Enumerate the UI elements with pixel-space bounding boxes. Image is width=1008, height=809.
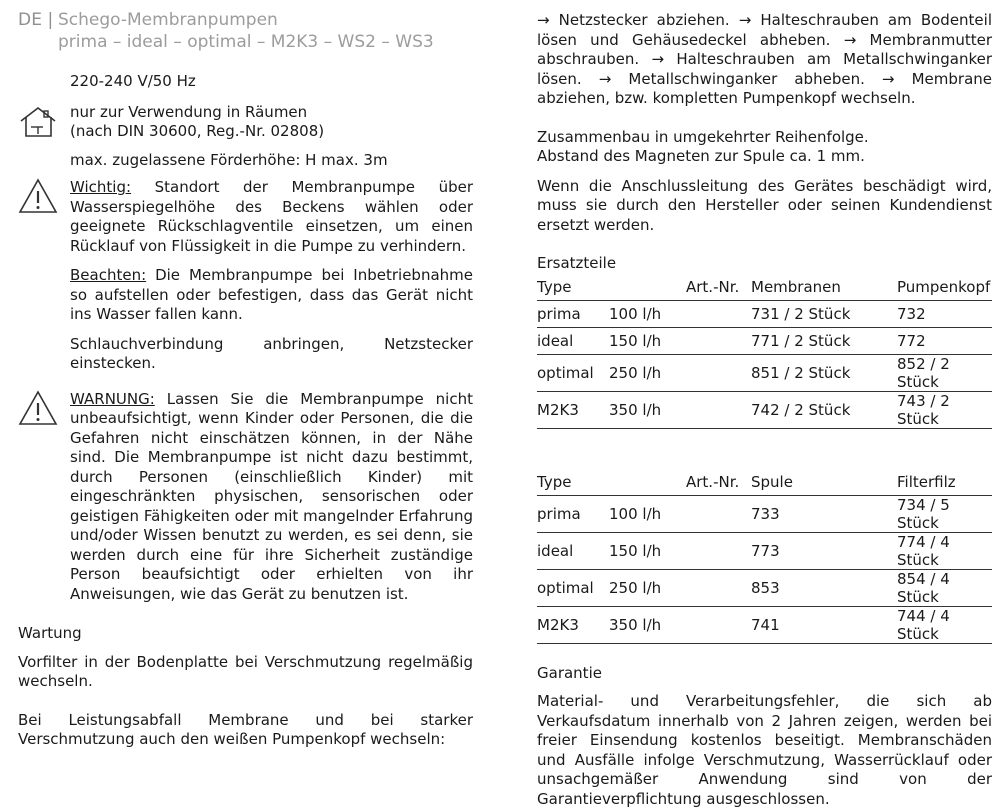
table-cell [686, 300, 751, 327]
page-header [18, 8, 473, 56]
table-cell: M2K3 [537, 606, 609, 643]
parts-table-coils [537, 469, 992, 644]
voltage-text: 220-240 V/50 Hz [70, 72, 196, 90]
table-cell: 731 / 2 Stück [751, 300, 897, 327]
table-cell: ideal [537, 532, 609, 569]
table-cell: 744 / 4 Stück [897, 606, 992, 643]
language-tag: DE | [18, 10, 54, 30]
head-max-row [18, 151, 473, 171]
table-cell [686, 391, 751, 428]
warning-triangle-icon [18, 178, 58, 218]
table-cell: 150 l/h [609, 327, 686, 354]
right-column [537, 8, 992, 809]
table-row [537, 495, 992, 532]
table-cell [686, 569, 751, 606]
table-row [537, 300, 992, 327]
column-header: Filterfilz [897, 469, 992, 496]
table-cell: prima [537, 495, 609, 532]
house-indoor-icon [18, 105, 58, 143]
table-cell: prima [537, 300, 609, 327]
column-header: Art.-Nr. [686, 274, 751, 301]
column-header: Spule [751, 469, 897, 496]
table-cell: 854 / 4 Stück [897, 569, 992, 606]
wichtig-paragraph [70, 178, 473, 256]
table-cell: 853 [751, 569, 897, 606]
assembly-line-1: Zusammenbau in umgekehrter Reihenfolge. [537, 127, 869, 146]
table-row [537, 606, 992, 643]
table-cell: 851 / 2 Stück [751, 354, 897, 391]
table-cell: M2K3 [537, 391, 609, 428]
table-row [537, 532, 992, 569]
table-cell: 100 l/h [609, 495, 686, 532]
column-header: Type [537, 274, 609, 301]
left-column [18, 8, 473, 750]
table-cell: 774 / 4 Stück [897, 532, 992, 569]
table-cell: 733 [751, 495, 897, 532]
garantie-text: Material- und Verarbeitungsfehler, die sich ab Verkaufsdatum innerhalb von 2 Jahren zeigen, werden bei freier Einsendung kostenlos beseitigt. Membranschäden und Ausfälle infolge Verschmutzung, Wasserrücklauf oder unsachgemäßer Anwendung sind von der Garantieverpflichtung ausgeschlossen. [537, 692, 992, 808]
wichtig-row [18, 178, 473, 256]
column-header: Membranen [751, 274, 897, 301]
hose-text: Schlauchverbindung anbringen, Netzstecker einstecken. [70, 334, 473, 372]
ersatzteile-heading: Ersatzteile [537, 254, 617, 272]
table-cell: optimal [537, 569, 609, 606]
product-title: Schego-Membranpumpen [58, 10, 278, 30]
table-cell: 773 [751, 532, 897, 569]
garantie-heading: Garantie [537, 663, 602, 682]
table-cell: 741 [751, 606, 897, 643]
table-header-row [537, 274, 992, 301]
column-header: Pumpenkopf [897, 274, 992, 301]
table-row [537, 391, 992, 428]
table-row [537, 569, 992, 606]
table-cell [686, 532, 751, 569]
wartung-paragraph-2: Bei Leistungsabfall Membrane und bei starker Verschmutzung auch den weißen Pumpenkopf wechseln: [18, 710, 473, 748]
warning-triangle-icon [18, 390, 58, 430]
warnung-paragraph [70, 390, 473, 605]
table-cell: 350 l/h [609, 391, 686, 428]
parts-table-membranes [537, 274, 992, 429]
hose-row [18, 335, 473, 374]
warnung-row [18, 390, 473, 605]
wartung-paragraph-1: Vorfilter in der Bodenplatte bei Verschmutzung regelmäßig wechseln. [18, 652, 473, 690]
table-cell: 250 l/h [609, 569, 686, 606]
table-cell: 732 [897, 300, 992, 327]
table-cell: optimal [537, 354, 609, 391]
table-cell [686, 327, 751, 354]
table-cell: 350 l/h [609, 606, 686, 643]
column-header [609, 469, 686, 496]
table-cell: 734 / 5 Stück [897, 495, 992, 532]
wichtig-label: Wichtig: [70, 178, 132, 196]
warnung-label: WARNUNG: [70, 389, 155, 408]
beachten-text: Die Membranpumpe bei Inbetriebnahme so aufstellen oder befestigen, dass das Gerät nicht ins Wasser fallen kann. [70, 266, 473, 323]
indoor-row [18, 103, 473, 143]
wartung-heading: Wartung [18, 624, 82, 642]
disassembly-steps: → Netzstecker abziehen. → Halteschrauben am Bodenteil lösen und Gehäusedeckel abheben. → Membranmutter abschrauben. → Halteschrauben am Metallschwinganker lösen. → Metallschwinganker abheben. → Membrane abziehen, bzw. kompletten Pumpenkopf wechseln. [537, 11, 992, 107]
indoor-line-2: (nach DIN 30600, Reg.-Nr. 02808) [70, 122, 325, 140]
table-cell: 771 / 2 Stück [751, 327, 897, 354]
table-cell: 100 l/h [609, 300, 686, 327]
table-cell: 743 / 2 Stück [897, 391, 992, 428]
table-cell [686, 495, 751, 532]
table-header-row [537, 469, 992, 496]
assembly-line-2: Abstand des Magneten zur Spule ca. 1 mm. [537, 147, 865, 165]
table-cell [686, 606, 751, 643]
table-cell [686, 354, 751, 391]
table-row [537, 354, 992, 391]
table-cell: 150 l/h [609, 532, 686, 569]
wichtig-text: Standort der Membranpumpe über Wasserspiegelhöhe des Beckens wählen oder geeignete Rückschlagventile einsetzen, um einen Rücklauf von Flüssigkeit in die Pumpe zu verhindern. [70, 178, 473, 255]
model-list: prima – ideal – optimal – M2K3 – WS2 – WS3 [58, 32, 434, 52]
table-cell: 250 l/h [609, 354, 686, 391]
beachten-paragraph [70, 266, 473, 325]
table-cell: 852 / 2 Stück [897, 354, 992, 391]
beachten-row [18, 266, 473, 325]
beachten-label: Beachten: [70, 266, 147, 284]
head-max-text: max. zugelassene Förderhöhe: H max. 3m [70, 150, 388, 169]
table-cell: ideal [537, 327, 609, 354]
warnung-text: Lassen Sie die Membranpumpe nicht unbeaufsichtigt, wenn Kinder oder Personen, die die Gefahren nicht einschätzen können, in der Nähe sind. Die Membranpumpe ist nicht dazu bestimmt, durch Personen (einschließlich Kinder) mit eingeschränkten physischen, sensorischen oder geistigen Fähigkeiten oder mit mangelnder Erfahrung und/oder Wissen benutzt zu werden, es sei denn, sie werden durch eine für ihre Sicherheit zuständige Person beaufsichtigt oder erhielten von ihr Anweisungen, wie das Gerät zu benutzen ist. [70, 389, 473, 603]
column-header: Type [537, 469, 609, 496]
table-cell: 742 / 2 Stück [751, 391, 897, 428]
indoor-line-1: nur zur Verwendung in Räumen [70, 102, 308, 121]
column-header: Art.-Nr. [686, 469, 751, 496]
cable-notice: Wenn die Anschlussleitung des Gerätes beschädigt wird, muss sie durch den Hersteller oder seinen Kundendienst ersetzt werden. [537, 176, 992, 234]
voltage-row [18, 72, 473, 92]
column-header [609, 274, 686, 301]
table-cell: 772 [897, 327, 992, 354]
table-row [537, 327, 992, 354]
